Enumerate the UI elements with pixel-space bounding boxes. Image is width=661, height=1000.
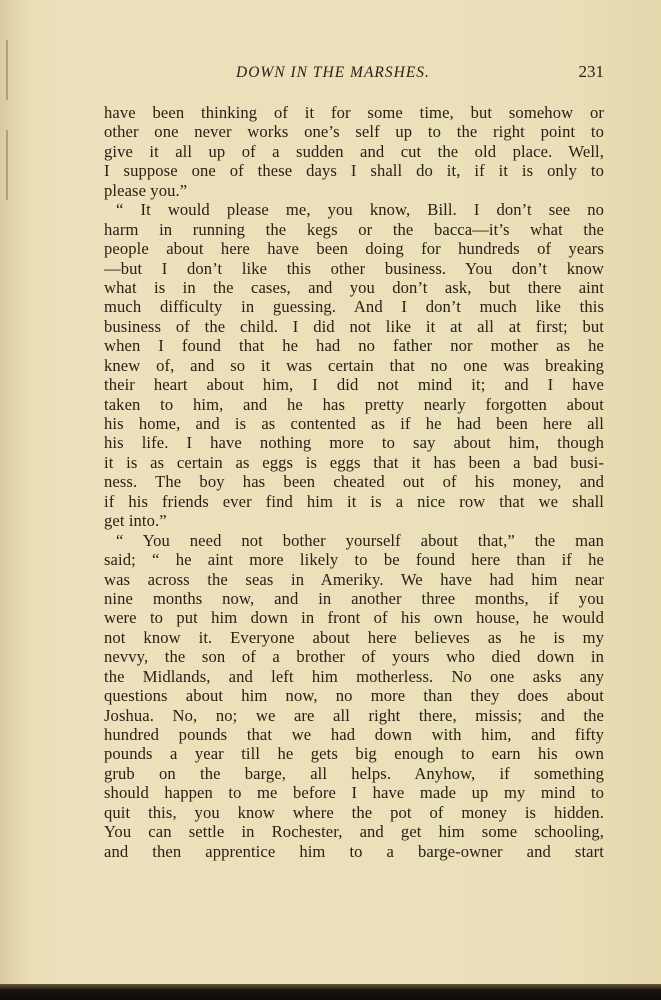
text-line: I suppose one of these days I shall do it, if it is only to xyxy=(104,161,604,181)
binding-edge-mark xyxy=(6,130,8,200)
text-line: their heart about him, I did not mind it; and I have xyxy=(104,375,604,395)
running-title: DOWN IN THE MARSHES. xyxy=(236,64,430,81)
text-line: “ It would please me, you know, Bill. I don’t see no xyxy=(116,200,604,220)
text-line: was across the seas in Ameriky. We have had him near xyxy=(104,569,604,589)
text-line: his home, and is as contented as if he had been here all xyxy=(104,414,604,433)
text-line: please you.” xyxy=(104,180,188,200)
text-line: when I found that he had no father nor mother as he xyxy=(104,336,604,356)
text-line: the Midlands, and left him motherless. No one asks any xyxy=(104,666,604,686)
text-line: what is in the cases, and you don’t ask, but there aint xyxy=(104,277,604,297)
text-line: nine months now, and in another three months, if you xyxy=(104,588,604,608)
text-line: and then apprentice him to a barge-owner and start xyxy=(104,841,604,861)
text-line: have been thinking of it for some time, but somehow or xyxy=(104,103,604,122)
text-line: get into.” xyxy=(104,511,167,531)
text-line: give it all up of a sudden and cut the old place. Well, xyxy=(104,141,604,161)
text-line: taken to him, and he has pretty nearly forgotten about xyxy=(104,394,604,414)
text-line: “ You need not bother yourself about that,” the man xyxy=(116,530,604,550)
text-line: pounds a year till he gets big enough to earn his own xyxy=(104,744,604,764)
text-line: knew of, and so it was certain that no one was breaking xyxy=(104,355,604,375)
page-number: 231 xyxy=(578,62,604,81)
text-line: if his friends ever find him it is a nice row that we shall xyxy=(104,491,604,511)
page-header xyxy=(104,62,604,86)
text-line: harm in running the kegs or the bacca—it’s what the xyxy=(104,219,604,239)
text-line: other one never works one’s self up to the right point to xyxy=(104,122,604,142)
text-line: said; “ he aint more likely to be found here than if he xyxy=(104,550,604,570)
text-line: his life. I have nothing more to say about him, though xyxy=(104,433,604,453)
text-line: it is as certain as eggs is eggs that it has been a bad busi- xyxy=(104,452,604,472)
text-line: questions about him now, no more than they does about xyxy=(104,686,604,706)
text-line: not know it. Everyone about here believes as he is my xyxy=(104,627,604,647)
scan-bottom-edge xyxy=(0,984,661,1000)
text-line: should happen to me before I have made up my mind to xyxy=(104,783,604,803)
text-line: You can settle in Rochester, and get him some schooling, xyxy=(104,822,604,842)
text-line: much difficulty in guessing. And I don’t much like this xyxy=(104,297,604,317)
text-line: Joshua. No, no; we are all right there, missis; and the xyxy=(104,705,604,725)
text-line: people about here have been doing for hundreds of years xyxy=(104,239,604,259)
text-line: quit this, you know where the pot of money is hidden. xyxy=(104,802,604,822)
binding-edge-mark xyxy=(6,40,8,100)
text-line: grub on the barge, all helps. Anyhow, if something xyxy=(104,763,604,783)
text-line: hundred pounds that we had down with him, and fifty xyxy=(104,725,604,744)
text-line: were to put him down in front of his own house, he would xyxy=(104,608,604,628)
text-line: —but I don’t like this other business. You don’t know xyxy=(104,258,604,278)
body-text xyxy=(104,103,604,861)
text-line: ness. The boy has been cheated out of his money, and xyxy=(104,472,604,492)
text-line: nevvy, the son of a brother of yours who died down in xyxy=(104,647,604,667)
text-line: business of the child. I did not like it at all at first; but xyxy=(104,316,604,336)
